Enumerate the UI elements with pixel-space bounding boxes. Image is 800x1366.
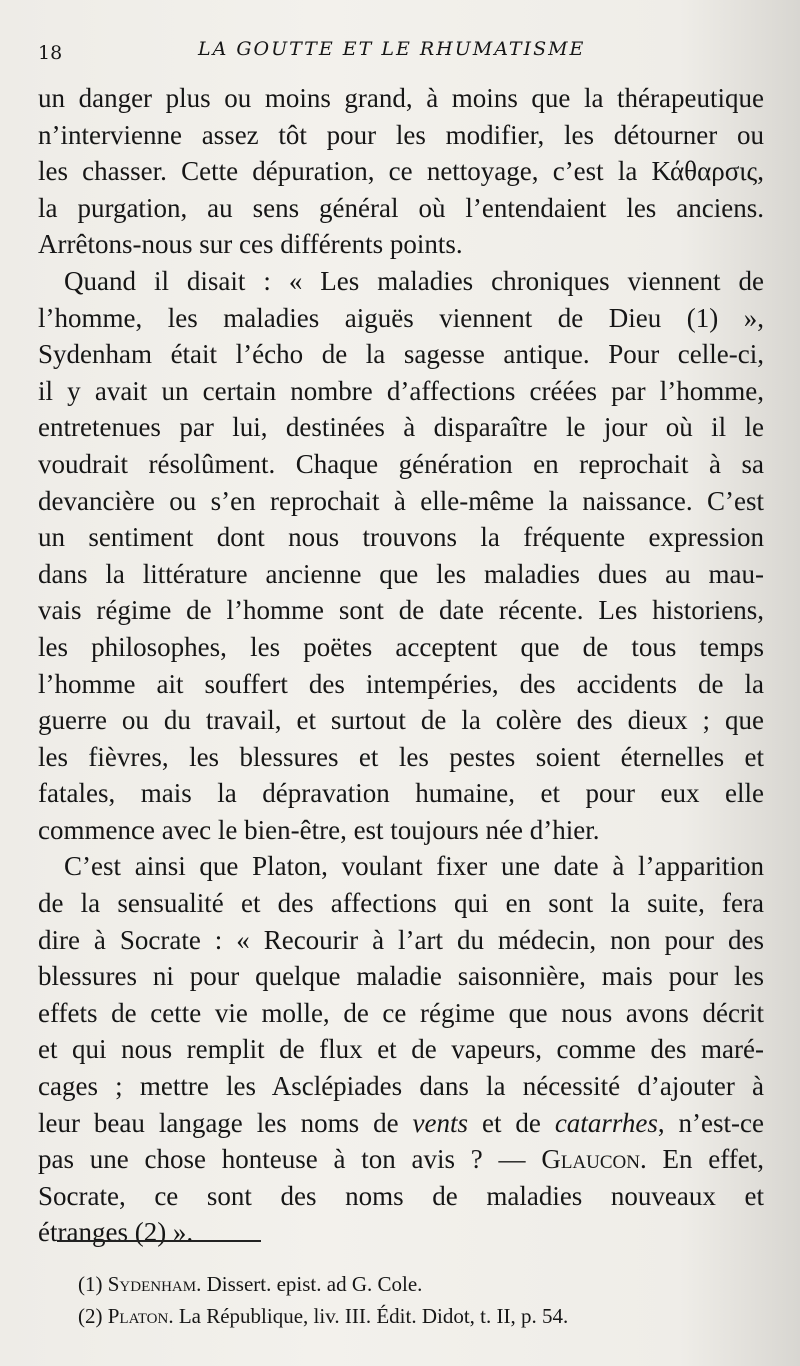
page-number: 18 (38, 42, 63, 64)
text-line: l’homme, les maladies aiguës viennent de Dieu (1) », (38, 302, 764, 333)
text-line: la purgation, au sens général où l’entendaient les anciens. (38, 192, 764, 223)
text-line: voudrait résolûment. Chaque génération en reprochait à sa (38, 448, 764, 479)
footnote-divider (57, 1240, 261, 1242)
text-line: de la sensualité et des affections qui en sont la suite, fera (38, 888, 764, 919)
text-line: effets de cette vie molle, de ce régime que nous avons décrit (38, 997, 764, 1028)
footnote-1 (78, 1268, 758, 1300)
footnote-marker: (1) (78, 1272, 103, 1296)
footnote-author: Sydenham (107, 1272, 197, 1296)
speaker-name: Glaucon (541, 1144, 640, 1175)
text-line: blessures ni pour quelque maladie saisonnière, mais pour les (38, 961, 764, 992)
text-line: et qui nous remplit de flux et de vapeurs, comme des maré- (38, 1034, 764, 1065)
footnote-author: Platon (107, 1304, 169, 1328)
italic-term-catarrhes: catarrhes (554, 1107, 658, 1138)
text-line: n’intervienne assez tôt pour les modifier, les détourner ou (38, 119, 764, 150)
footnote-text: . La République, liv. III. Édit. Didot, t. II, p. 54. (168, 1304, 569, 1328)
paragraph-start-line: Quand il disait : « Les maladies chroniques viennent de (64, 265, 764, 296)
text-line: les philosophes, les poëtes acceptent que de tous temps (38, 631, 764, 662)
text-line: cages ; mettre les Asclépiades dans la nécessité d’ajouter à (38, 1071, 764, 1102)
text-line: entretenues par lui, destinées à disparaître le jour où il le (38, 412, 764, 443)
footnote-marker: (2) (78, 1304, 103, 1328)
paragraph-start-line: C’est ainsi que Platon, voulant fixer une date à l’apparition (64, 851, 764, 882)
text-line: il y avait un certain nombre d’affections créées par l’homme, (38, 375, 764, 406)
text-line: les chasser. Cette dépuration, ce nettoyage, c’est la Κάθαρσις, (38, 156, 764, 187)
text-line (38, 1141, 764, 1178)
body-text (38, 80, 764, 1251)
text-line: un sentiment dont nous trouvons la fréquente expression (38, 522, 764, 553)
text-segment: leur beau langage les noms de (38, 1107, 413, 1138)
text-line: un danger plus ou moins grand, à moins que la thérapeutique (38, 83, 764, 113)
footnote-2 (78, 1300, 758, 1332)
text-line: étranges (2) ». (38, 1217, 194, 1248)
text-segment: pas une chose honteuse à ton avis ? — (38, 1144, 542, 1175)
text-segment: , n’est-ce (657, 1107, 764, 1138)
text-line: vais régime de l’homme sont de date récente. Les historiens, (38, 595, 764, 626)
text-line: dans la littérature ancienne que les maladies dues au mau- (38, 558, 764, 589)
text-line: devancière ou s’en reprochait à elle-même la naissance. C’est (38, 485, 764, 516)
text-line: fatales, mais la dépravation humaine, et pour eux elle (38, 778, 764, 809)
text-line: guerre ou du travail, et surtout de la colère des dieux ; que (38, 705, 764, 736)
text-line: Sydenham était l’écho de la sagesse antique. Pour celle-ci, (38, 339, 764, 370)
text-segment: . En effet, (640, 1144, 764, 1175)
text-line: dire à Socrate : « Recourir à l’art du médecin, non pour des (38, 924, 764, 955)
text-line: l’homme ait souffert des intempéries, des accidents de la (38, 668, 764, 699)
text-line (38, 1105, 764, 1142)
text-line: Socrate, ce sont des noms de maladies nouveaux et (38, 1180, 764, 1211)
text-line: Arrêtons-nous sur ces différents points. (38, 229, 463, 260)
text-segment: et de (468, 1107, 555, 1138)
text-line: les fièvres, les blessures et les pestes soient éternelles et (38, 741, 764, 772)
footnote-text: . Dissert. epist. ad G. Cole. (196, 1272, 423, 1296)
running-head: LA GOUTTE ET LE RHUMATISME (198, 38, 586, 60)
footnotes (78, 1268, 758, 1332)
italic-term-vents: vents (412, 1107, 469, 1138)
page-header (38, 34, 770, 68)
text-line: commence avec le bien-être, est toujours née d’hier. (38, 814, 600, 845)
